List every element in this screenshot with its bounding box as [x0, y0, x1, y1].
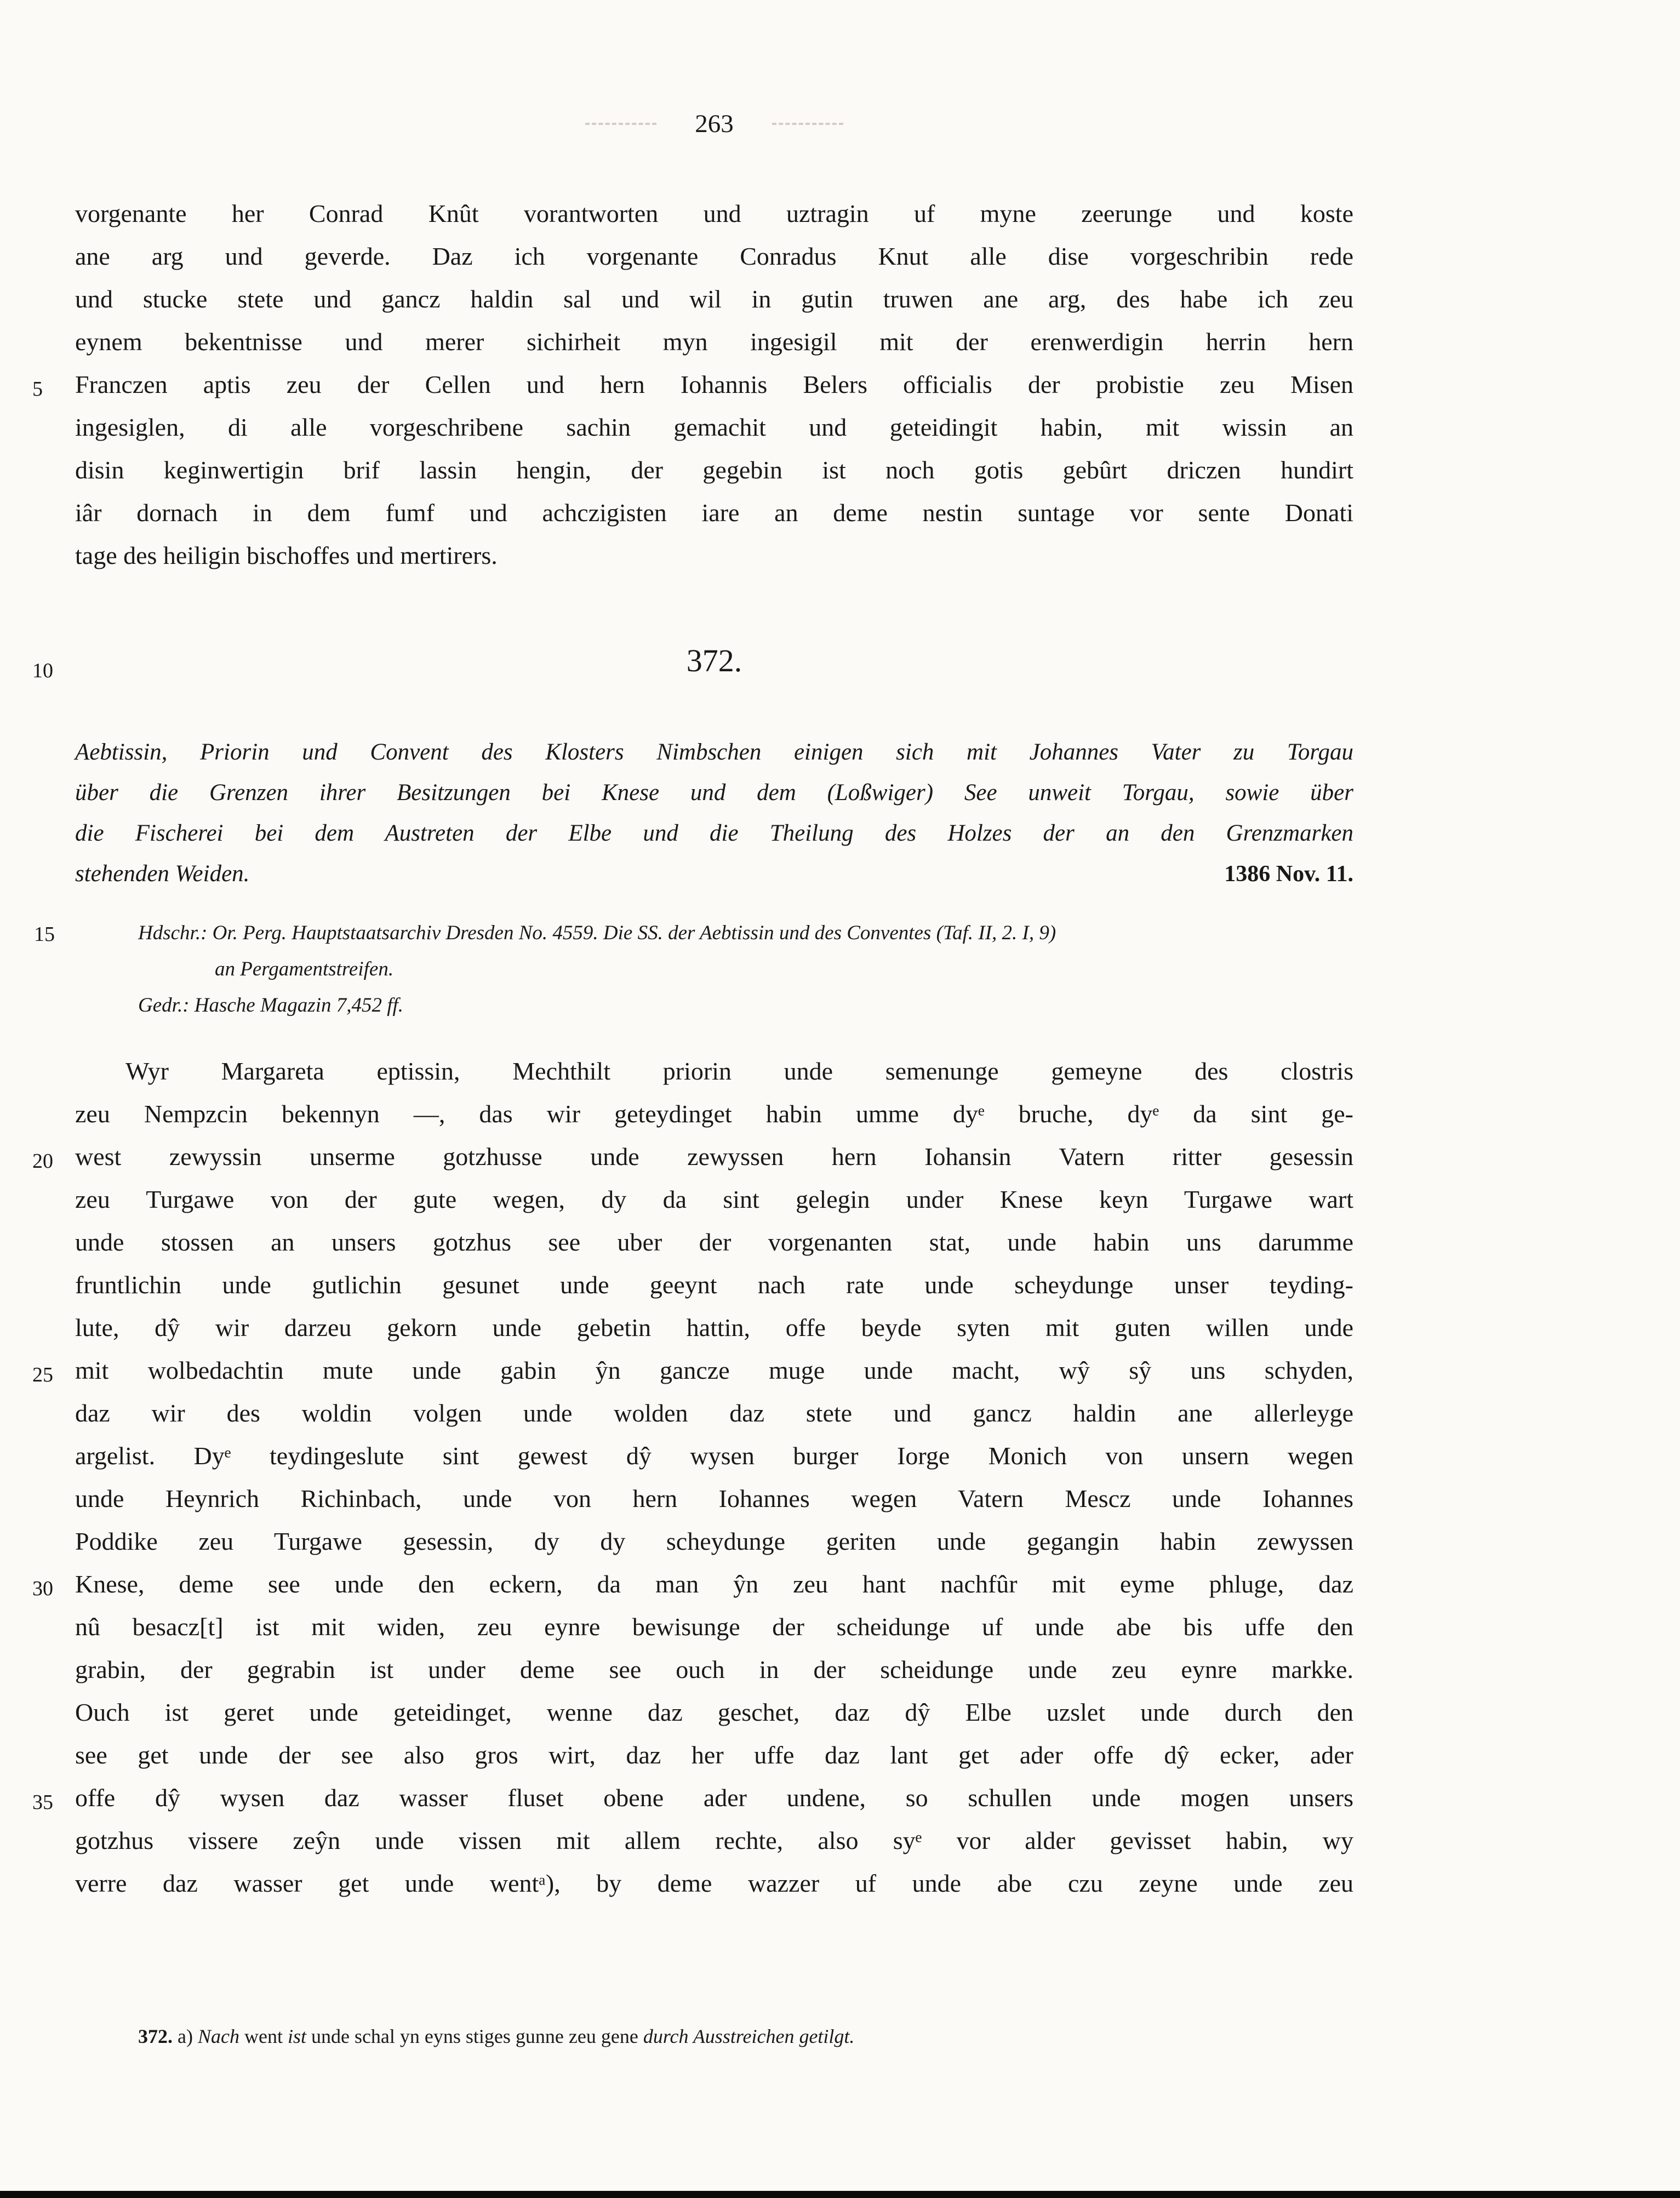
line-text: iâr dornach in dem fumf und achczigisten iare an deme nestin suntage vor sente Donati — [75, 499, 1353, 527]
text-line — [75, 1093, 1353, 1135]
line-text: disin keginwertigin brif lassin hengin, der gegebin ist noch gotis gebûrt driczen hundirt — [75, 456, 1353, 484]
text-line — [75, 321, 1353, 363]
text-line — [75, 1648, 1353, 1691]
regest-last-line — [75, 854, 1353, 894]
text-line — [75, 406, 1353, 449]
text-line — [32, 1563, 1353, 1606]
text-line — [75, 492, 1353, 534]
text-line — [34, 915, 1353, 951]
charter-text — [32, 1050, 1353, 1905]
footnote-segment: Nach — [197, 2025, 239, 2047]
text-line — [75, 1477, 1353, 1520]
page-number: 263 — [695, 110, 734, 138]
page-content — [32, 0, 1353, 2050]
text-line — [32, 1777, 1353, 1819]
line-text: Franczen aptis zeu der Cellen und hern Iohannis Belers officialis der probistie zeu Misen — [75, 370, 1353, 398]
line-text: west zewyssin unserme gotzhusse unde zewyssen hern Iohansin Vatern ritter gesessin — [75, 1143, 1353, 1171]
text-line — [75, 1435, 1353, 1477]
entry-number: 372. — [686, 643, 742, 678]
page-header — [75, 107, 1353, 140]
line-text: lute, dŷ wir darzeu gekorn unde gebetin hattin, offe beyde syten mit guten willen unde — [75, 1314, 1353, 1341]
line-text: Poddike zeu Turgawe gesessin, dy dy scheydunge geriten unde gegangin habin zewyssen — [75, 1527, 1353, 1555]
text-line — [75, 1691, 1353, 1734]
line-text: unde Heynrich Richinbach, unde von hern Iohannes wegen Vatern Mescz unde Iohannes — [75, 1485, 1353, 1512]
scan-artifact-right — [772, 123, 843, 125]
text-line — [75, 534, 1353, 577]
line-text: unde stossen an unsers gotzhus see uber der vorgenanten stat, unde habin uns darumme — [75, 1228, 1353, 1256]
margin-line-number: 15 — [34, 923, 55, 946]
line-text: tage des heiligin bischoffes und mertirers. — [75, 541, 498, 569]
text-line — [75, 1606, 1353, 1648]
line-text: die Fischerei bei dem Austreten der Elbe und die Theilung des Holzes der an den Grenzmarken — [75, 820, 1353, 846]
footnote-segment: a) — [173, 2025, 198, 2047]
text-line — [75, 1306, 1353, 1349]
footnote-segment: 372. — [138, 2025, 173, 2047]
regest-last-text: stehenden Weiden. — [75, 861, 250, 887]
line-text: daz wir des woldin volgen unde wolden daz stete und gancz haldin ane allerleyge — [75, 1399, 1353, 1427]
line-text: grabin, der gegrabin ist under deme see ouch in der scheidunge unde zeu eynre markke. — [75, 1655, 1353, 1683]
text-line — [75, 192, 1353, 235]
footnote-segment: unde schal yn eyns stiges gunne zeu gene — [306, 2025, 643, 2047]
text-line — [75, 278, 1353, 321]
text-line — [75, 1264, 1353, 1306]
text-line — [75, 1520, 1353, 1563]
closing-paragraph — [32, 192, 1353, 577]
footnote — [138, 2023, 1353, 2050]
scan-edge — [0, 2191, 1680, 2198]
line-text: und stucke stete und gancz haldin sal und wil in gutin truwen ane arg, des habe ich zeu — [75, 285, 1353, 313]
line-text: Gedr.: Hasche Magazin 7,452 ff. — [138, 994, 404, 1017]
line-text: argelist. Dyᵉ teydingeslute sint gewest dŷ wysen burger Iorge Monich von unsern wegen — [75, 1442, 1353, 1470]
line-text: verre daz wasser get unde wentᵃ), by deme wazzer uf unde abe czu zeyne unde zeu — [75, 1869, 1353, 1897]
footnote-segment: durch Ausstreichen getilgt. — [643, 2025, 855, 2047]
margin-line-number: 20 — [32, 1150, 53, 1173]
line-text: an Pergamentstreifen. — [215, 958, 394, 980]
line-text: zeu Nempzcin bekennyn —, das wir geteydinget habin umme dyᵉ bruche, dyᵉ da sint ge- — [75, 1100, 1353, 1128]
entry-regest — [75, 732, 1353, 894]
line-text: nû besacz[t] ist mit widen, zeu eynre bewisunge der scheidunge uf unde abe bis uffe den — [75, 1613, 1353, 1641]
text-line — [32, 363, 1353, 406]
line-text: fruntlichin unde gutlichin gesunet unde geeynt nach rate unde scheydunge unser teyding- — [75, 1271, 1353, 1299]
text-line — [138, 951, 1353, 987]
line-text: eynem bekentnisse und merer sichirheit myn ingesigil mit der erenwerdigin herrin hern — [75, 328, 1353, 356]
source-notes — [34, 915, 1353, 1024]
regest-lines — [75, 732, 1353, 854]
scan-artifact-left — [585, 123, 656, 125]
text-line — [75, 1862, 1353, 1905]
line-text: vorgenante her Conrad Knût vorantworten und uztragin uf myne zeerunge und koste — [75, 199, 1353, 227]
line-text: Hdschr.: Or. Perg. Hauptstaatsarchiv Dresden No. 4559. Die SS. der Aebtissin und des Conventes (Taf. II, 2. I, 9) — [138, 922, 1056, 944]
footnote-segment: went — [239, 2025, 288, 2047]
entry-heading — [32, 642, 1353, 682]
line-text: Ouch ist geret unde geteidinget, wenne daz geschet, daz dŷ Elbe uzslet unde durch den — [75, 1698, 1353, 1726]
line-text: ane arg und geverde. Daz ich vorgenante Conradus Knut alle dise vorgeschribin rede — [75, 242, 1353, 270]
text-line — [75, 773, 1353, 813]
line-text: gotzhus vissere zeŷn unde vissen mit allem rechte, also syᵉ vor alder gevisset habin, wy — [75, 1826, 1353, 1854]
text-line — [138, 987, 1353, 1024]
footnote-segment: ist — [287, 2025, 306, 2047]
text-line — [75, 1734, 1353, 1777]
margin-line-number: 35 — [32, 1791, 53, 1814]
text-line — [75, 449, 1353, 492]
line-text: zeu Turgawe von der gute wegen, dy da sint gelegin under Knese keyn Turgawe wart — [75, 1185, 1353, 1213]
text-line — [75, 235, 1353, 278]
line-text: mit wolbedachtin mute unde gabin ŷn gancze muge unde macht, wŷ sŷ uns schyden, — [75, 1356, 1353, 1384]
text-line — [75, 1392, 1353, 1435]
margin-line-number: 25 — [32, 1363, 53, 1386]
text-line — [75, 813, 1353, 854]
text-line — [75, 1050, 1353, 1093]
line-text: Aebtissin, Priorin und Convent des Klosters Nimbschen einigen sich mit Johannes Vater zu Torgau — [75, 739, 1353, 765]
line-text: Knese, deme see unde den eckern, da man ŷn zeu hant nachfûr mit eyme phluge, daz — [75, 1570, 1353, 1598]
line-text: ingesiglen, di alle vorgeschribene sachin gemachit und geteidingit habin, mit wissin an — [75, 413, 1353, 441]
line-text: über die Grenzen ihrer Besitzungen bei Knese und dem (Loßwiger) See unweit Torgau, sowie über — [75, 780, 1353, 806]
line-text: Wyr Margareta eptissin, Mechthilt priorin unde semenunge gemeyne des clostris — [125, 1057, 1353, 1085]
text-line — [75, 1221, 1353, 1264]
text-line — [75, 732, 1353, 773]
entry-date: 1386 Nov. 11. — [1224, 861, 1353, 887]
text-line — [32, 1135, 1353, 1178]
line-text: offe dŷ wysen daz wasser fluset obene ader undene, so schullen unde mogen unsers — [75, 1784, 1353, 1812]
text-line — [32, 1349, 1353, 1392]
text-line — [75, 1178, 1353, 1221]
margin-line-number: 10 — [32, 659, 53, 682]
text-line — [75, 1819, 1353, 1862]
margin-line-number: 30 — [32, 1577, 53, 1600]
line-text: see get unde der see also gros wirt, daz her uffe daz lant get ader offe dŷ ecker, ader — [75, 1741, 1353, 1769]
margin-line-number: 5 — [32, 378, 43, 401]
